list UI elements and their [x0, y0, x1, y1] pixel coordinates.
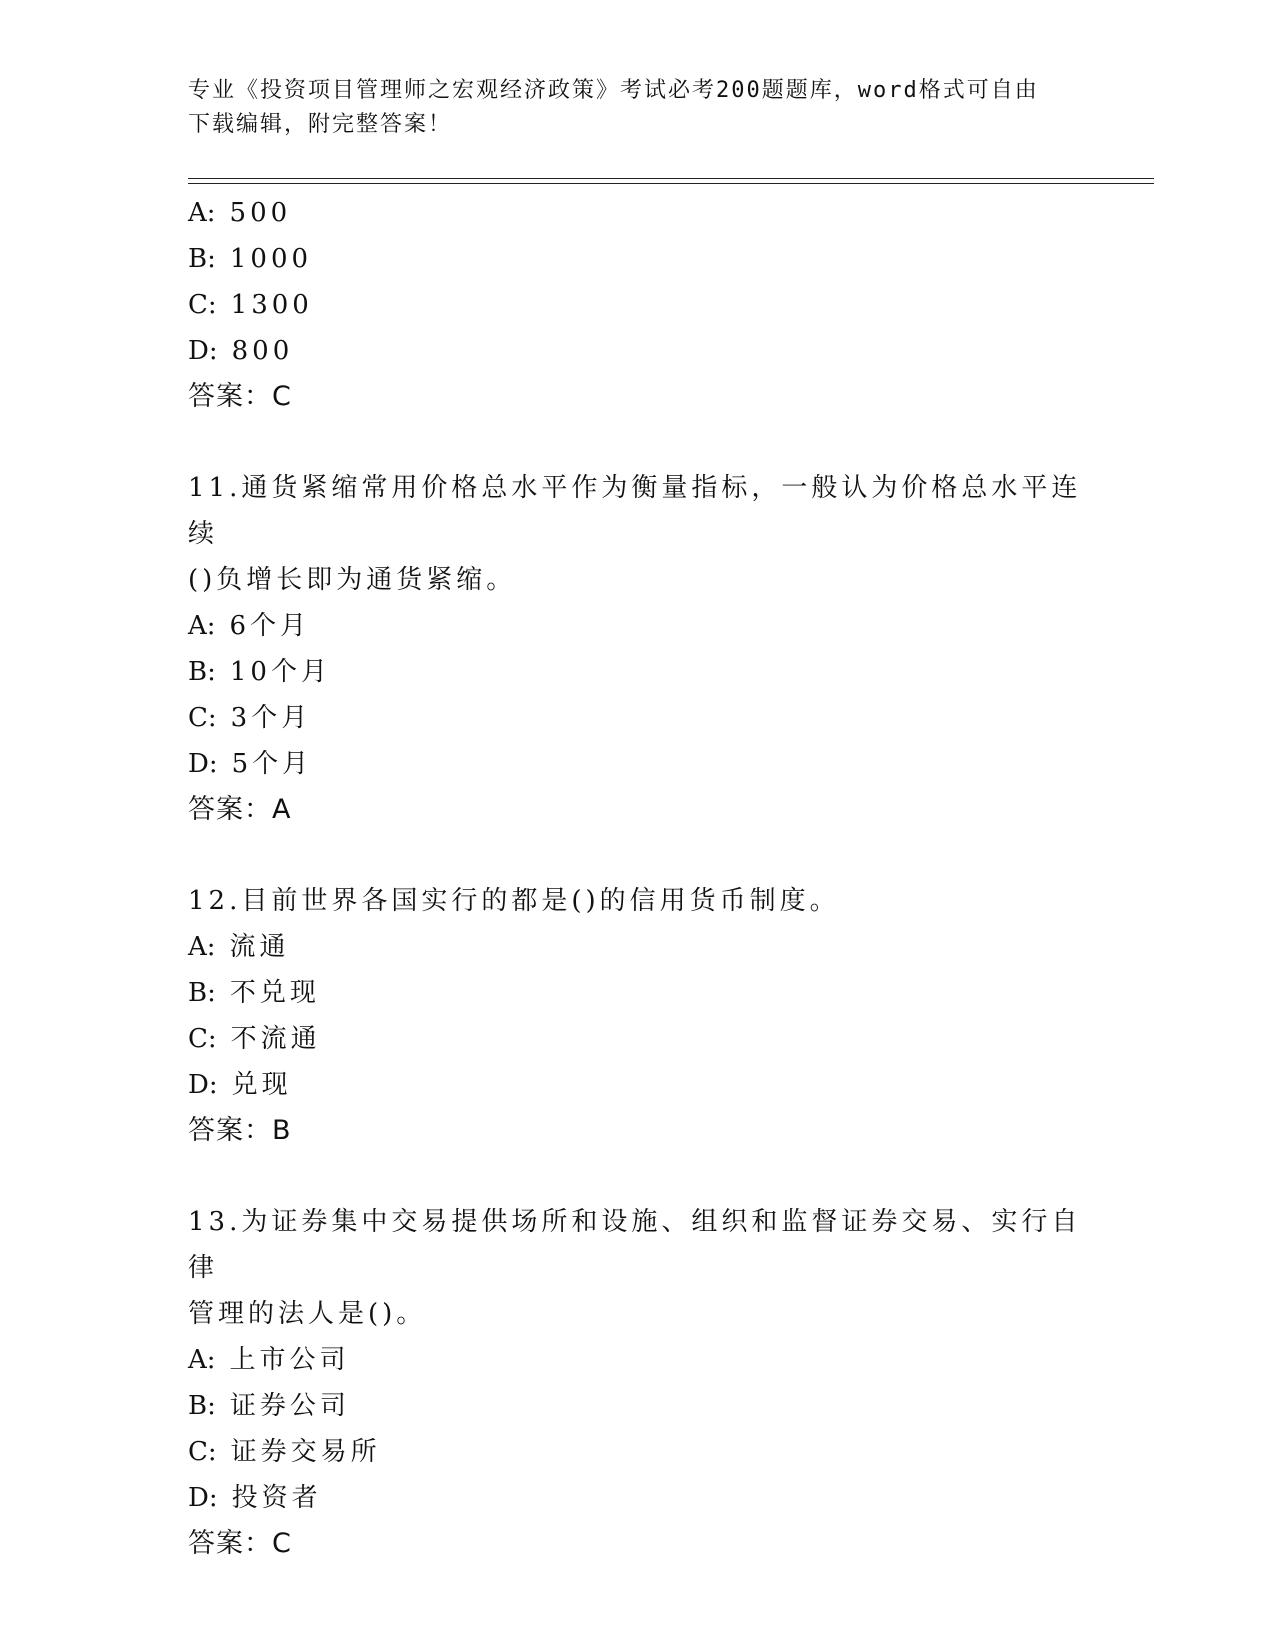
answer-line: 答案：B [188, 1115, 292, 1146]
question-text-line-1: 13.为证券集中交易提供场所和设施、组织和监督证券交易、实行自律 [188, 1207, 1082, 1283]
option-letter: C: [188, 290, 217, 320]
question-text-line-2: ()负增长即为通货紧缩。 [188, 565, 517, 595]
option-b [188, 649, 1088, 695]
answer-line: 答案：C [188, 381, 292, 412]
header-line-1: 专业《投资项目管理师之宏观经济政策》考试必考200题题库，word格式可自由 [188, 78, 1039, 103]
option-b [188, 970, 1088, 1016]
option-c [188, 1429, 1088, 1475]
option-text: 证券交易所 [230, 1437, 381, 1467]
option-c [188, 1016, 1088, 1062]
option-b [188, 236, 1088, 282]
question-text [188, 878, 1088, 924]
option-text: 3个月 [230, 703, 312, 733]
option-text: 1000 [229, 244, 313, 274]
option-text: 投资者 [231, 1483, 322, 1513]
option-letter: D: [188, 336, 218, 366]
option-d [188, 1062, 1088, 1108]
option-text: 兑现 [231, 1070, 292, 1100]
option-b [188, 1383, 1088, 1429]
option-a [188, 1337, 1088, 1383]
option-letter: A: [188, 198, 216, 228]
question-text-line-1: 11.通货紧缩常用价格总水平作为衡量指标，一般认为价格总水平连续 [188, 473, 1082, 549]
option-c [188, 695, 1088, 741]
header-rule-bottom [188, 183, 1154, 184]
option-text: 5个月 [231, 749, 313, 779]
answer-line: 答案：C [188, 1528, 292, 1559]
option-text: 800 [231, 336, 294, 366]
option-letter: A: [188, 932, 216, 962]
question-text-line-1: 12.目前世界各国实行的都是()的信用货币制度。 [188, 886, 840, 916]
option-letter: B: [188, 657, 216, 687]
option-letter: B: [188, 978, 216, 1008]
question-text [188, 465, 1088, 603]
document-header [188, 74, 1088, 142]
option-letter: D: [188, 1483, 218, 1513]
question-13 [188, 1199, 1088, 1567]
option-text: 500 [229, 198, 292, 228]
option-text: 10个月 [229, 657, 331, 687]
option-text: 不兑现 [229, 978, 320, 1008]
question-11 [188, 465, 1088, 833]
question-text [188, 1199, 1088, 1337]
question-12 [188, 878, 1088, 1154]
question-list [188, 190, 1088, 1567]
option-text: 1300 [230, 290, 313, 320]
option-letter: D: [188, 749, 218, 779]
option-d [188, 1475, 1088, 1521]
option-text: 证券公司 [229, 1391, 350, 1421]
question-partial [188, 190, 1088, 420]
option-letter: C: [188, 703, 217, 733]
option-letter: A: [188, 1345, 216, 1375]
option-text: 流通 [229, 932, 290, 962]
option-letter: C: [188, 1024, 217, 1054]
option-letter: B: [188, 1391, 216, 1421]
header-line-2: 下载编辑，附完整答案！ [188, 112, 453, 137]
option-a [188, 603, 1088, 649]
option-a [188, 190, 1088, 236]
option-d [188, 328, 1088, 374]
option-c [188, 282, 1088, 328]
option-letter: D: [188, 1070, 218, 1100]
option-text: 6个月 [229, 611, 311, 641]
option-letter: A: [188, 611, 216, 641]
option-letter: B: [188, 244, 216, 274]
header-rule-top [188, 178, 1154, 179]
answer-line: 答案：A [188, 794, 292, 825]
option-letter: C: [188, 1437, 217, 1467]
question-text-line-2: 管理的法人是()。 [188, 1299, 427, 1329]
option-text: 不流通 [230, 1024, 321, 1054]
option-text: 上市公司 [229, 1345, 350, 1375]
option-a [188, 924, 1088, 970]
option-d [188, 741, 1088, 787]
